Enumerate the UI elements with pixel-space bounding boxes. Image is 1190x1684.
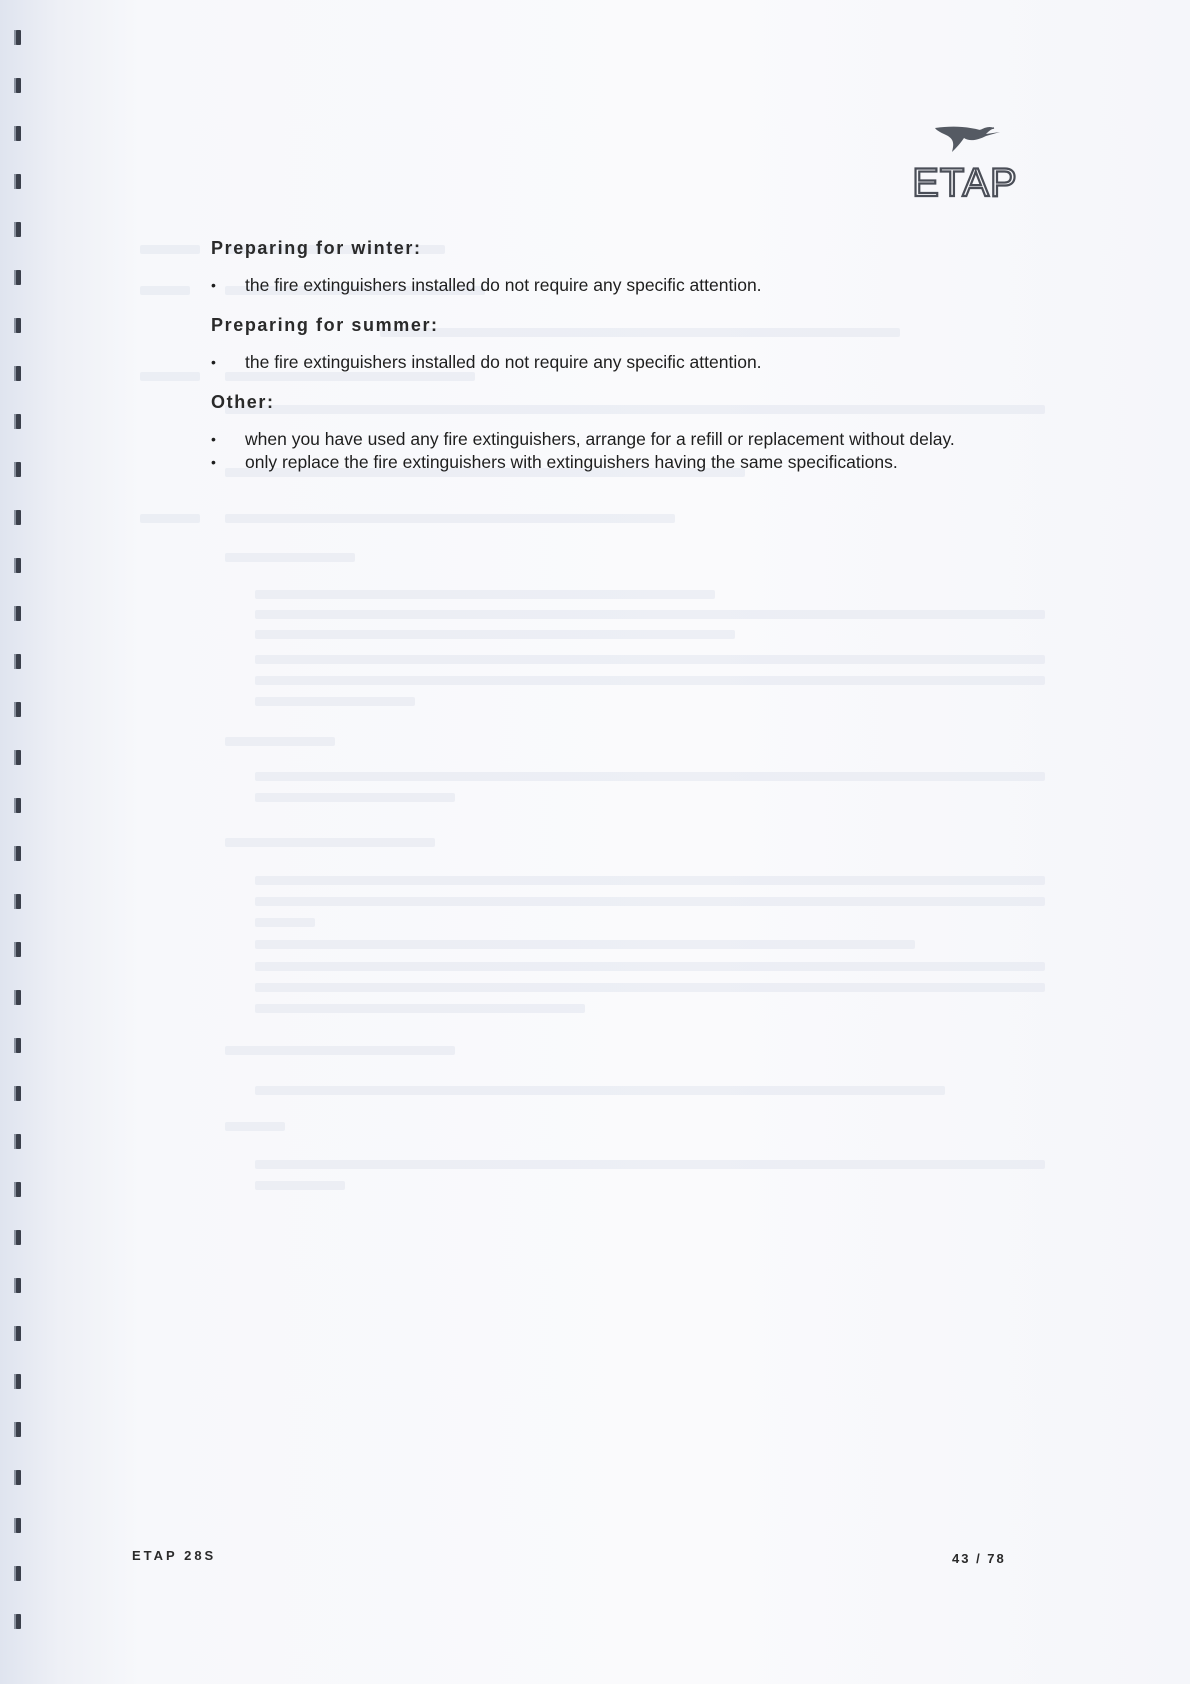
binding-ring <box>14 318 21 333</box>
binding-ring <box>14 30 21 45</box>
footer-model: ETAP 28S <box>132 1548 217 1563</box>
section-heading: Preparing for summer: <box>211 315 439 335</box>
binding-ring <box>14 1230 21 1245</box>
section-heading: Other: <box>211 392 275 412</box>
binding-ring <box>14 558 21 573</box>
binding-ring <box>14 1470 21 1485</box>
logo-text: ETAP <box>912 161 1018 204</box>
binding-ring <box>14 990 21 1005</box>
list-item-text: the fire extinguishers installed do not require any specific attention. <box>245 352 762 372</box>
list-item <box>211 352 762 373</box>
binding-ring <box>14 414 21 429</box>
bullet: • <box>211 454 216 470</box>
binding-ring <box>14 1614 21 1629</box>
binding-ring <box>14 702 21 717</box>
binding-ring <box>14 1374 21 1389</box>
binding-ring <box>14 78 21 93</box>
binding-ring <box>14 654 21 669</box>
binding-ring <box>14 1134 21 1149</box>
binding-ring <box>14 942 21 957</box>
binding-ring <box>14 270 21 285</box>
list-item-text: the fire extinguishers installed do not require any specific attention. <box>245 275 762 295</box>
list-item <box>211 275 762 296</box>
binding-ring <box>14 1086 21 1101</box>
binding-ring <box>14 846 21 861</box>
binding-ring <box>14 174 21 189</box>
binding-ring <box>14 1518 21 1533</box>
binding-ring <box>14 1038 21 1053</box>
list-item-text: when you have used any fire extinguishers, arrange for a refill or replacement without delay. <box>245 429 955 449</box>
binding-ring <box>14 750 21 765</box>
binding-ring <box>14 462 21 477</box>
binding-ring <box>14 366 21 381</box>
binding-ring <box>14 510 21 525</box>
etap-logo <box>890 118 1040 204</box>
list-item <box>211 452 898 473</box>
binding-ring <box>14 1566 21 1581</box>
section-heading: Preparing for winter: <box>211 238 422 258</box>
bullet: • <box>211 431 216 447</box>
bullet: • <box>211 354 216 370</box>
binding-ring <box>14 1182 21 1197</box>
binding-ring <box>14 798 21 813</box>
binding-ring <box>14 126 21 141</box>
binding-ring <box>14 894 21 909</box>
list-item-text: only replace the fire extinguishers with extinguishers having the same specifications. <box>245 452 898 472</box>
binding-ring <box>14 1326 21 1341</box>
list-item <box>211 429 955 450</box>
binding-ring <box>14 606 21 621</box>
binding-ring <box>14 1278 21 1293</box>
binding-ring <box>14 1422 21 1437</box>
spiral-binding <box>6 30 26 1650</box>
bird-logo-icon <box>890 118 1040 204</box>
footer-page-number: 43 / 78 <box>952 1551 1006 1566</box>
binding-ring <box>14 222 21 237</box>
bullet: • <box>211 277 216 293</box>
